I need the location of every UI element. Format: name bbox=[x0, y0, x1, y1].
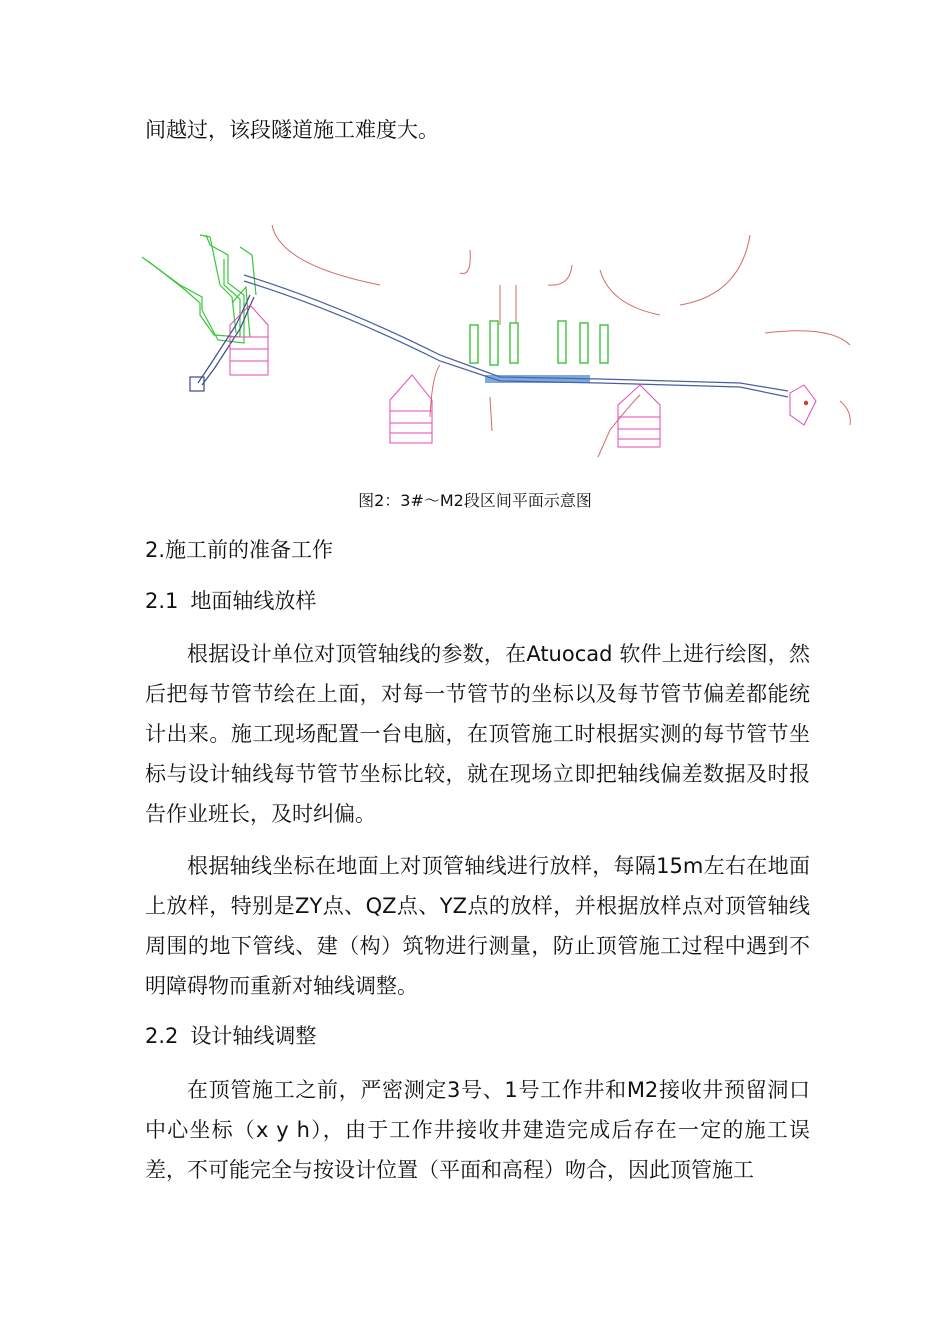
paragraph-2-2-a: 在顶管施工之前，严密测定3号、1号工作井和M2接收井预留洞口中心坐标（x y h），由于工作井接收井建造完成后存在一定的施工误差，不可能完全与按设计位置（平面和高程）吻合，因此顶管施工 bbox=[145, 1078, 810, 1182]
section-2-heading: 2.施工前的准备工作 bbox=[145, 538, 334, 562]
section-2-1-heading bbox=[145, 591, 316, 612]
continuation-text: 间越过，该段隧道施工难度大。 bbox=[145, 118, 439, 142]
section-2-2-heading bbox=[145, 1026, 316, 1047]
site-plan-figure bbox=[140, 225, 852, 465]
paragraph-2-1-b: 根据轴线坐标在地面上对顶管轴线进行放样，每隔15m左右在地面上放样，特别是ZY点、QZ点、YZ点的放样，并根据放样点对顶管轴线周围的地下管线、建（构）筑物进行测量，防止顶管施工过程中遇到不明障碍物而重新对轴线调整。 bbox=[145, 854, 810, 998]
receiving-shaft-marker bbox=[804, 401, 808, 405]
tunnel-segment bbox=[485, 375, 590, 383]
station-blocks bbox=[470, 321, 608, 365]
section-2-1-number: 2.1 bbox=[145, 589, 179, 613]
section-2-1-title: 地面轴线放样 bbox=[190, 589, 317, 613]
section-2-2-title: 设计轴线调整 bbox=[190, 1024, 317, 1048]
section-2-2-number: 2.2 bbox=[145, 1024, 179, 1048]
figure-caption: 图2：3#～M2段区间平面示意图 bbox=[358, 491, 592, 510]
work-shaft-outline bbox=[142, 235, 256, 343]
paragraph-2-1-a: 根据设计单位对顶管轴线的参数，在Atuocad 软件上进行绘图，然后把每节管节绘在上面，对每一节管节的坐标以及每节管节偏差都能统计出来。施工现场配置一台电脑，在顶管施工时根据实测的每节管节坐标与设计轴线每节管节坐标比较，就在现场立即把轴线偏差数据及时报告作业班长，及时纠偏。 bbox=[145, 642, 810, 826]
